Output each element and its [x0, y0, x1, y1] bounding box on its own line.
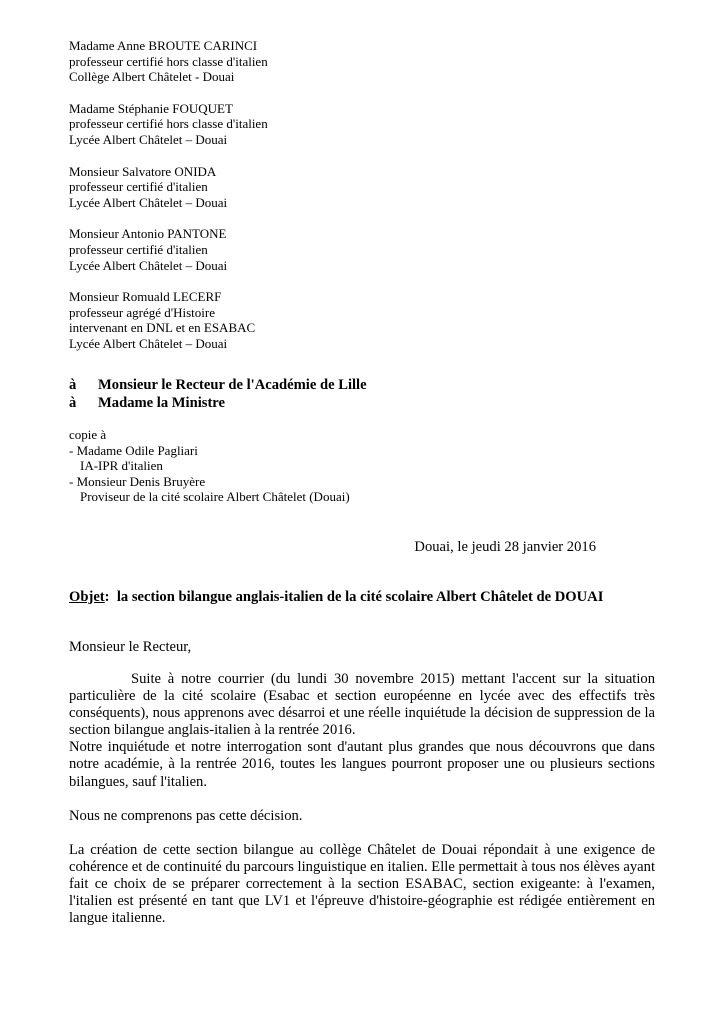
- subject-text: la section bilangue anglais-italien de la cité scolaire Albert Châtelet de DOUAI: [116, 589, 604, 605]
- sender-title: professeur certifié hors classe d'italien: [69, 53, 268, 69]
- copy-entry-role: IA-IPR d'italien: [80, 458, 163, 474]
- sender-title: professeur certifié d'italien: [69, 179, 208, 195]
- sender-block: [69, 38, 268, 368]
- sender-name: Madame Anne BROUTE CARINCI: [69, 38, 258, 53]
- sender-name: Monsieur Salvatore ONIDA: [69, 163, 217, 179]
- recipient-name: Monsieur le Recteur de l'Académie de Lille: [98, 377, 367, 393]
- letter-date: Douai, le jeudi 28 janvier 2016: [414, 539, 596, 555]
- copy-label: copie à: [69, 427, 107, 442]
- copy-entry-name: - Monsieur Denis Bruyère: [69, 473, 206, 489]
- sender-entry: [69, 38, 268, 85]
- body-paragraph: Nous ne comprenons pas cette décision.: [69, 807, 303, 824]
- salutation: Monsieur le Recteur,: [69, 639, 192, 655]
- copy-block: [69, 427, 350, 505]
- sender-title: professeur certifié hors classe d'italien: [69, 116, 268, 132]
- sender-school: Collège Albert Châtelet - Douai: [69, 69, 235, 85]
- sender-entry: [69, 101, 268, 148]
- subject-label: Objet: [69, 589, 105, 605]
- copy-entry-name: - Madame Odile Pagliari: [69, 442, 198, 458]
- letter-body: [69, 671, 655, 927]
- recipient-prefix: à: [69, 377, 77, 393]
- copy-entry-role: Proviseur de la cité scolaire Albert Châtelet (Douai): [80, 489, 350, 505]
- subject-separator: :: [104, 589, 110, 605]
- sender-entry: [69, 289, 268, 351]
- sender-name: Madame Stéphanie FOUQUET: [69, 100, 233, 116]
- sender-name: Monsieur Antonio PANTONE: [69, 226, 227, 242]
- sender-title: professeur certifié d'italien: [69, 241, 208, 257]
- sender-school: Lycée Albert Châtelet – Douai: [69, 131, 228, 147]
- sender-entry: [69, 164, 268, 211]
- sender-entry: [69, 226, 268, 273]
- recipient-prefix: à: [69, 395, 77, 411]
- recipient-block: [69, 376, 367, 412]
- sender-name: Monsieur Romuald LECERF: [69, 289, 222, 305]
- sender-title: professeur agrégé d'Histoire: [69, 304, 216, 320]
- recipient-line: [69, 394, 367, 412]
- sender-school: Lycée Albert Châtelet – Douai: [69, 194, 228, 210]
- recipient-line: [69, 376, 367, 394]
- body-paragraph: Suite à notre courrier (du lundi 30 novembre 2015) mettant l'accent sur la situation particulière de la cité scolaire (Esabac et section européenne en lycée avec des effectifs très conséquents), nous apprenons avec désarroi et une réelle inquiétude la décision de suppression de la section bilangue anglais-italien à la rentrée 2016.: [69, 671, 655, 739]
- recipient-name: Madame la Ministre: [98, 395, 225, 411]
- sender-role: intervenant en DNL et en ESABAC: [69, 320, 256, 336]
- sender-school: Lycée Albert Châtelet – Douai: [69, 257, 228, 273]
- body-paragraph: Notre inquiétude et notre interrogation sont d'autant plus grandes que nous découvrons que dans notre académie, à la rentrée 2016, toutes les langues pourront proposer une ou plusieurs sections bilangues, sauf l'italien.: [69, 739, 655, 790]
- sender-school: Lycée Albert Châtelet – Douai: [69, 335, 228, 351]
- body-paragraph: La création de cette section bilangue au collège Châtelet de Douai répondait à une exigence de cohérence et de continuité du parcours linguistique en italien. Elle permettait à tous nos élèves ayant fait ce choix de se préparer correctement à la section ESABAC, section exigeante: à l'examen, l'italien est présenté en tant que LV1 et l'épreuve d'histoire-géographie est rédigée entièrement en langue italienne.: [69, 841, 655, 927]
- subject-line: [69, 589, 603, 606]
